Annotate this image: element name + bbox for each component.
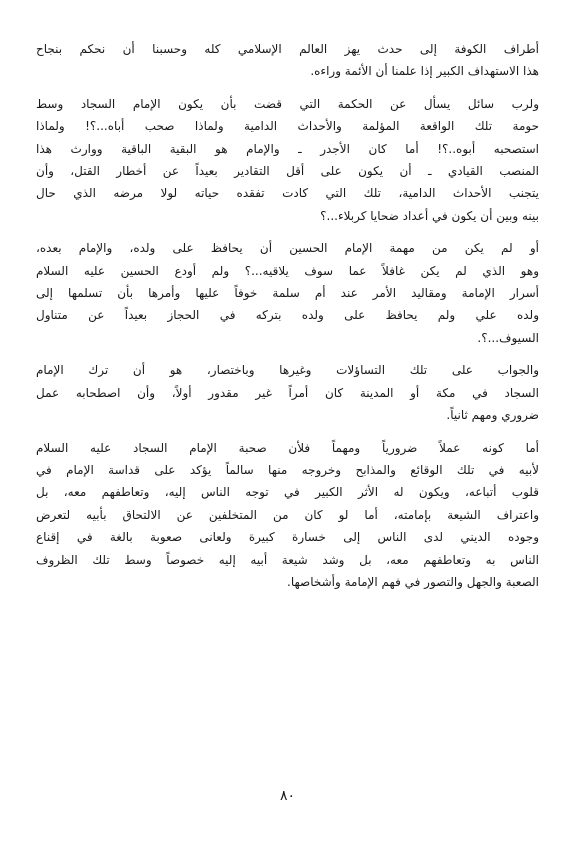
text-line: المنصب القيادي ـ أن يكون على أقل التقادير بعيداً عن أخطار القتل، وأن xyxy=(36,164,539,179)
text-line: السجاد في مكة أو المدينة كان أمراً غير مقدور أولاً، وأن اصطحابه عمل xyxy=(36,385,539,400)
text-line: هذا الاستهداف الكبير إذا علمنا أن الأئمة وراءه. xyxy=(310,64,539,79)
text-line: وهو الذي لم يكن غافلاً عما سوف يلاقيه...؟ ولم أودع الحسين عليه السلام xyxy=(36,263,539,278)
paragraph-1 xyxy=(36,38,539,83)
text-line: حومة تلك الواقعة المؤلمة والأحداث الدامية ولماذا صحب أباه...؟! ولماذا xyxy=(36,119,539,134)
text-line: أما كونه عملاً ضرورياً ومهماً فلأن صحبة الإمام السجاد عليه السلام xyxy=(36,440,539,455)
text-line: ولرب سائل يسأل عن الحكمة التي قضت بأن يكون الإمام السجاد وسط xyxy=(36,96,539,111)
text-line: ضروري ومهم ثانياً. xyxy=(446,408,539,423)
text-line: واعتراف الشيعة بإمامته، أما لو كان من المتخلفين عن الالتحاق بأبيه لتعرض xyxy=(36,507,539,522)
page-number: ٨٠ xyxy=(279,788,296,804)
text-line: الناس به وتعاطفهم معه، بل وشد شيعة أبيه إليه خصوصاً وسط تلك الظروف xyxy=(36,552,539,567)
paragraph-3 xyxy=(36,237,539,349)
text-line: ولده علي ولم يحافظ على ولده بتركه في الحجاز بعيداً عن متناول xyxy=(36,308,539,323)
text-line: لأبيه في تلك الوقائع والمذابح وخروجه منها سالماً يؤكد على قداسة الإمام في xyxy=(36,462,539,477)
text-line: السيوف...؟. xyxy=(477,330,539,345)
text-line: الصعبة والجهل والتصور في فهم الإمامة وأشخاصها. xyxy=(287,574,539,589)
text-line: قلوب أتباعه، ويكون له الأثر الكبير في توجه الناس إليه، وتعاطفهم معه، بل xyxy=(36,485,539,500)
text-line: أطراف الكوفة إلى حدث يهز العالم الإسلامي كله وحسبنا أن نحكم بنجاح xyxy=(36,42,539,56)
paragraph-4 xyxy=(36,359,539,426)
text-line: أسرار الإمامة ومقاليد الأمر عند أم سلمة خوفاً عليها وأمرها بأن تسلمها إلى xyxy=(36,286,539,301)
text-line: والجواب على تلك التساؤلات وغيرها وباختصار، هو أن ترك الإمام xyxy=(36,363,539,378)
text-line: يتجنب الأحداث الدامية، تلك التي كادت تفقده حياته لولا مرضه الذي حال xyxy=(36,186,539,201)
text-line: أو لم يكن من مهمة الإمام الحسين أن يحافظ على ولده، والإمام بعده، xyxy=(36,241,539,256)
text-line: بينه وبين أن يكون في أعداد ضحايا كربلاء...؟ xyxy=(320,208,539,223)
paragraph-2 xyxy=(36,93,539,227)
text-line: استصحبه أبوه..؟! أما كان الأجدر ـ والإمام هو البقية الباقية ووارث هذا xyxy=(36,141,539,156)
text-line: وجوده الديني لدى الناس إلى خسارة كبيرة ولعانى صعوبة بالغة في إقناع xyxy=(36,530,539,545)
body-text xyxy=(36,38,539,603)
paragraph-5 xyxy=(36,437,539,594)
